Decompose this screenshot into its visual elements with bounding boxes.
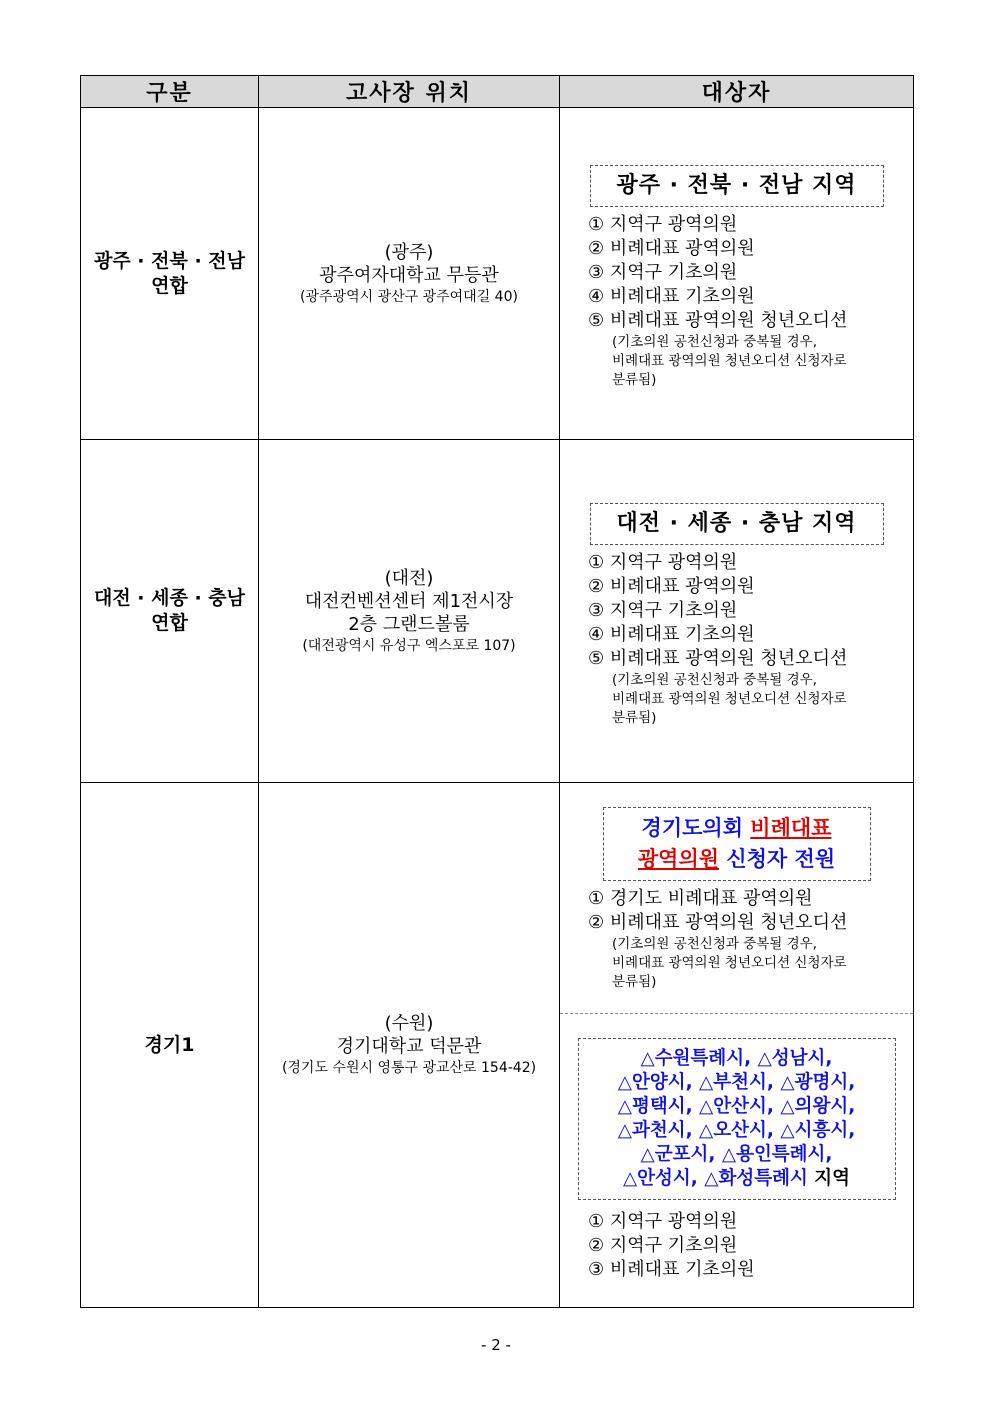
list-item: ⑤ 비례대표 광역의원 청년오디션	[588, 310, 848, 331]
table-row	[81, 783, 914, 1308]
list-item: ① 경기도 비례대표 광역의원	[588, 888, 813, 909]
target-title	[603, 807, 871, 881]
region-line: △평택시, △안산시, △의왕시,	[617, 1096, 856, 1117]
location-address: (경기도 수원시 영통구 광교산로 154-42)	[281, 1060, 537, 1076]
target-title: 대전 · 세종 · 충남 지역	[590, 503, 884, 545]
target-note	[612, 333, 913, 390]
header-category: 구분	[81, 76, 259, 108]
region-line: △과천시, △오산시, △시흥시,	[617, 1120, 856, 1141]
target-list	[588, 887, 913, 935]
note-line: 분류됨)	[612, 709, 657, 726]
category-cell	[81, 440, 259, 783]
note-line: (기초의원 공천신청과 중복될 경우,	[612, 936, 818, 952]
target-cell	[560, 783, 914, 1308]
region-line: △안양시, △부천시, △광명시,	[617, 1072, 856, 1093]
target-list	[588, 1210, 913, 1282]
note-line: 분류됨)	[612, 974, 657, 990]
list-item: ② 비례대표 광역의원	[588, 238, 755, 259]
category-label: 광주 · 전북 · 전남	[93, 249, 246, 272]
location-address: (대전광역시 유성구 엑스포로 107)	[302, 637, 516, 654]
list-item: ③ 지역구 기초의원	[588, 599, 738, 621]
note-line: 분류됨)	[612, 372, 657, 388]
note-line: (기초의원 공천신청과 중복될 경우,	[612, 671, 818, 688]
location-address: (광주광역시 광산구 광주여대길 40)	[300, 288, 518, 305]
category-label: 대전 · 세종 · 충남	[93, 587, 246, 609]
target-list	[588, 551, 913, 671]
note-line: 비례대표 광역의원 청년오디션 신청자로	[612, 955, 847, 971]
location-venue: 경기대학교 덕문관	[336, 1036, 482, 1057]
title-part: 신청자 전원	[719, 847, 836, 871]
header-location: 고사장 위치	[259, 76, 560, 108]
title-part-highlight: 광역의원	[637, 847, 720, 871]
list-item: ① 지역구 광역의원	[588, 551, 738, 573]
target-cell	[560, 108, 914, 440]
table-row	[81, 440, 914, 783]
target-list	[588, 213, 913, 333]
region-box	[578, 1038, 896, 1200]
location-cell	[259, 783, 560, 1308]
location-city: (수원)	[384, 1013, 434, 1034]
list-item: ① 지역구 광역의원	[588, 1211, 738, 1232]
location-cell	[259, 108, 560, 440]
list-item: ⑤ 비례대표 광역의원 청년오디션	[588, 647, 848, 669]
location-venue: 광주여자대학교 무등관	[319, 264, 499, 286]
target-note	[612, 671, 913, 728]
category-cell	[81, 108, 259, 440]
region-line: △수원특례시, △성남시,	[640, 1048, 833, 1069]
note-line: (기초의원 공천신청과 중복될 경우,	[612, 334, 818, 350]
region-line: △군포시, △용인특례시,	[640, 1144, 833, 1165]
location-venue: 대전컨벤션센터 제1전시장	[304, 590, 514, 612]
list-item: ② 지역구 기초의원	[588, 1235, 738, 1256]
list-item: ① 지역구 광역의원	[588, 214, 738, 235]
target-cell	[560, 440, 914, 783]
list-item: ② 비례대표 광역의원	[588, 575, 755, 597]
page-number: - 2 -	[481, 1336, 511, 1354]
target-title: 광주 · 전북 · 전남 지역	[590, 165, 884, 207]
region-suffix: 지역	[807, 1168, 851, 1189]
title-part-highlight: 비례대표	[750, 816, 832, 840]
header-target: 대상자	[560, 76, 914, 108]
note-line: 비례대표 광역의원 청년오디션 신청자로	[612, 353, 847, 369]
category-label: 연합	[151, 274, 188, 297]
location-venue: 2층 그랜드볼룸	[348, 613, 470, 635]
category-label: 연합	[151, 612, 188, 634]
location-city: (대전)	[384, 567, 434, 589]
list-item: ④ 비례대표 기초의원	[588, 623, 755, 645]
title-part: 경기도의회	[641, 816, 751, 840]
list-item: ② 비례대표 광역의원 청년오디션	[588, 912, 848, 933]
header-row	[81, 76, 914, 108]
list-item: ④ 비례대표 기초의원	[588, 286, 755, 307]
region-line: △안성시, △화성특례시	[622, 1168, 808, 1189]
list-item: ③ 비례대표 기초의원	[588, 1259, 755, 1280]
location-cell	[259, 440, 560, 783]
note-line: 비례대표 광역의원 청년오디션 신청자로	[612, 690, 847, 707]
list-item: ③ 지역구 기초의원	[588, 262, 738, 283]
target-section-proportional	[560, 783, 913, 1014]
exam-site-table	[80, 75, 914, 1308]
category-label: 경기1	[144, 1033, 195, 1056]
table-row	[81, 108, 914, 440]
location-city: (광주)	[384, 241, 434, 263]
target-note	[612, 935, 913, 992]
category-cell	[81, 783, 259, 1308]
